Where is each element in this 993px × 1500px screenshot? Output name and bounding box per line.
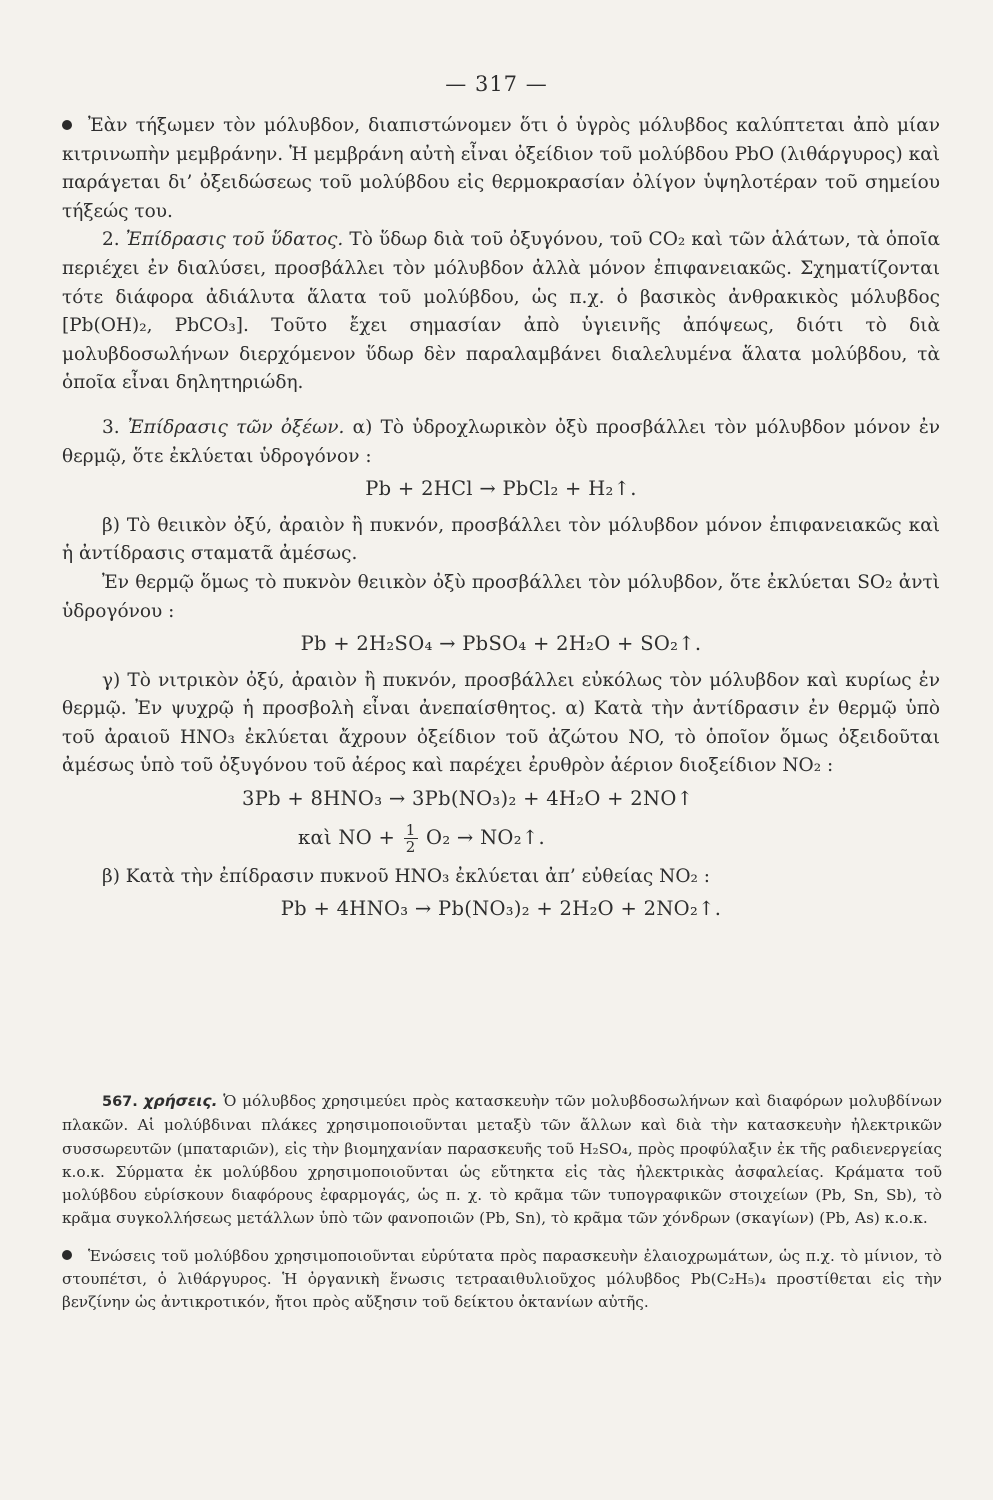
paragraph-water-action: 2. Ἐπίδρασις τοῦ ὕδατος. Τὸ ὕδωρ διὰ τοῦ ὀξυγόνου, τοῦ CO₂ καὶ τῶν ἁλάτων, τὰ ὁποῖα περιέχει ἐν διαλύσει, προσβάλλει τὸν μόλυβδον ἀλλὰ μόνον ἐπιφανειακῶς. Σχηματίζονται τότε διάφορα ἀδιάλυτα ἅλατα τοῦ μολύβδου, ὡς π.χ. ὁ βασικὸς ἀνθρακικὸς μόλυβδος [Pb(OH)₂, PbCO₃]. Τοῦτο ἔχει σημασίαν ἀπὸ ὑγιεινῆς ἀπόψεως, διότι τὸ διὰ μολυβδοσωλήνων διερχόμενον ὕδωρ δὲν παραλαμβάνει διαλελυμένα ἅλατα μολύβδου, τὰ ὁποῖα εἶναι δηλητηριώδη. [62,229,941,394]
bullet-icon [62,1250,72,1260]
section-title: χρήσεις. [143,1092,218,1110]
fraction-one-half: $\frac{1}{2}$ [405,820,416,856]
equation-conc-hno3: Pb + 4HNO₃ → Pb(NO₃)₂ + 2H₂O + 2NO₂↑. [280,897,722,921]
page-number: — 317 — [445,72,548,96]
equation-dilute-hno3: 3Pb + 8HNO₃ → 3Pb(NO₃)₂ + 4H₂O + 2NO↑ [242,787,694,811]
section-uses: 567. χρήσεις. Ὁ μόλυβδος χρησιμεύει πρὸς κατασκευὴν τῶν μολυβδοσωλήνων καὶ διαφόρων μολυβδίνων πλακῶν. Αἱ μολύβδιναι πλάκες χρησιμοποιοῦνται μεταξὺ τῶν ἄλλων καὶ διὰ τὴν κατασκευὴν ἠλεκτρικῶν συσσωρευτῶν (μπαταριῶν), εἰς τὴν βιομηχανίαν παρασκευῆς τοῦ H₂SO₄, πρὸς προφύλαξιν ἐκ τῆς ραδιενεργείας κ.ο.κ. Σύρματα ἐκ μολύβδου χρησιμοποιοῦνται ὡς εὔτηκτα εἰς τὰς ἠλεκτρικὰς ἀσφαλείας. Κράματα τοῦ μολύβδου εὑρίσκουν διαφόρους ἐφαρμογάς, ὡς π. χ. τὸ κρᾶμα τῶν τυπογραφικῶν στοιχείων (Pb, Sn, Sb), τὸ κρᾶμα συγκολλήσεως μετάλλων ὑπὸ τῶν φανοποιῶν (Pb, Sn), τὸ κρᾶμα τῶν χόνδρων (σκαγίων) (Pb, As) κ.ο.κ. [62,1092,942,1228]
paragraph-sulfuric: β) Τὸ θειικὸν ὀξύ, ἀραιὸν ἢ πυκνόν, προσβάλλει τὸν μόλυβδον μόνον ἐπιφανειακῶς καὶ ἡ ἀντίδρασις σταματᾶ ἀμέσως. [62,514,940,565]
small-print-section [62,1090,942,1315]
heading-acid-action: Ἐπίδρασις τῶν ὀξέων. [127,416,345,438]
paragraph-concentrated-nitric: β) Κατὰ τὴν ἐπίδρασιν πυκνοῦ HNO₃ ἐκλύεται ἀπ’ εὐθείας NO₂ : [102,865,711,887]
equation-h2so4: Pb + 2H₂SO₄ → PbSO₄ + 2H₂O + SO₂↑. [300,632,702,656]
bullet-icon [62,120,72,130]
equation-no-oxidation: καὶ NO + $\frac{1}{2}$ O₂ → NO₂↑. [298,820,545,856]
heading-water-action: Ἐπίδρασις τοῦ ὕδατος. [125,229,344,251]
paragraph-nitric: γ) Τὸ νιτρικὸν ὀξύ, ἀραιὸν ἢ πυκνόν, προσβάλλει εὐκόλως τὸν μόλυβδον καὶ κυρίως ἐν θερμῷ. Ἐν ψυχρῷ ἡ προσβολὴ εἶναι ἀνεπαίσθητος. α) Κατὰ τὴν ἀντίδρασιν ἐν θερμῷ ὑπὸ τοῦ ἀραιοῦ HNO₃ ἐκλύεται ἄχρουν ὀξείδιον τοῦ ἀζώτου NO, τὸ ὁποῖον ὅμως ὀξειδοῦται ἀμέσως ὑπὸ τοῦ ὀξυγόνου τοῦ ἀέρος καὶ παρέχει ἐρυθρὸν ἀέριον διοξείδιον NO₂ : [62,669,940,777]
paragraph-hot-sulfuric: Ἐν θερμῷ ὅμως τὸ πυκνὸν θειικὸν ὀξὺ προσβάλλει τὸν μόλυβδον, ὅτε ἐκλύεται SO₂ ἀντὶ ὑδρογόνου : [62,571,940,622]
main-text [62,112,940,932]
section-number: 567. [102,1094,138,1110]
paragraph-compounds: Ἑνώσεις τοῦ μολύβδου χρησιμοποιοῦνται εὐρύτατα πρὸς παρασκευὴν ἐλαιοχρωμάτων, ὡς π.χ. τὸ μίνιον, τὸ στουπέτσι, ὁ λιθάργυρος. Ἡ ὀργανικὴ ἕνωσις τετρααιθυλιοῦχος μόλυβδος Pb(C₂H₅)₄ προστίθεται εἰς τὴν βενζίνην ὡς ἀντικροτικόν, ἤτοι πρὸς αὔξησιν τοῦ δείκτου ὀκτανίων αὐτῆς. [62,1246,942,1312]
paragraph-molten-lead: Ἐὰν τήξωμεν τὸν μόλυβδον, διαπιστώνομεν ὅτι ὁ ὑγρὸς μόλυβδος καλύπτεται ἀπὸ μίαν κιτρινωπὴν μεμβράνην. Ἡ μεμβράνη αὐτὴ εἶναι ὀξείδιον τοῦ μολύβδου PbO (λιθάργυρος) καὶ παράγεται δι’ ὀξειδώσεως τοῦ μολύβδου εἰς θερμοκρασίαν ὀλίγον ὑψηλοτέραν τοῦ σημείου τήξεώς του. [62,115,940,222]
equation-hcl: Pb + 2HCl → PbCl₂ + H₂↑. [365,477,637,501]
paragraph-acid-action: 3. Ἐπίδρασις τῶν ὀξέων. α) Τὸ ὑδροχλωρικὸν ὀξὺ προσβάλλει τὸν μόλυβδον μόνον ἐν θερμῷ, ὅτε ἐκλύεται ὑδρογόνον : [62,416,941,467]
